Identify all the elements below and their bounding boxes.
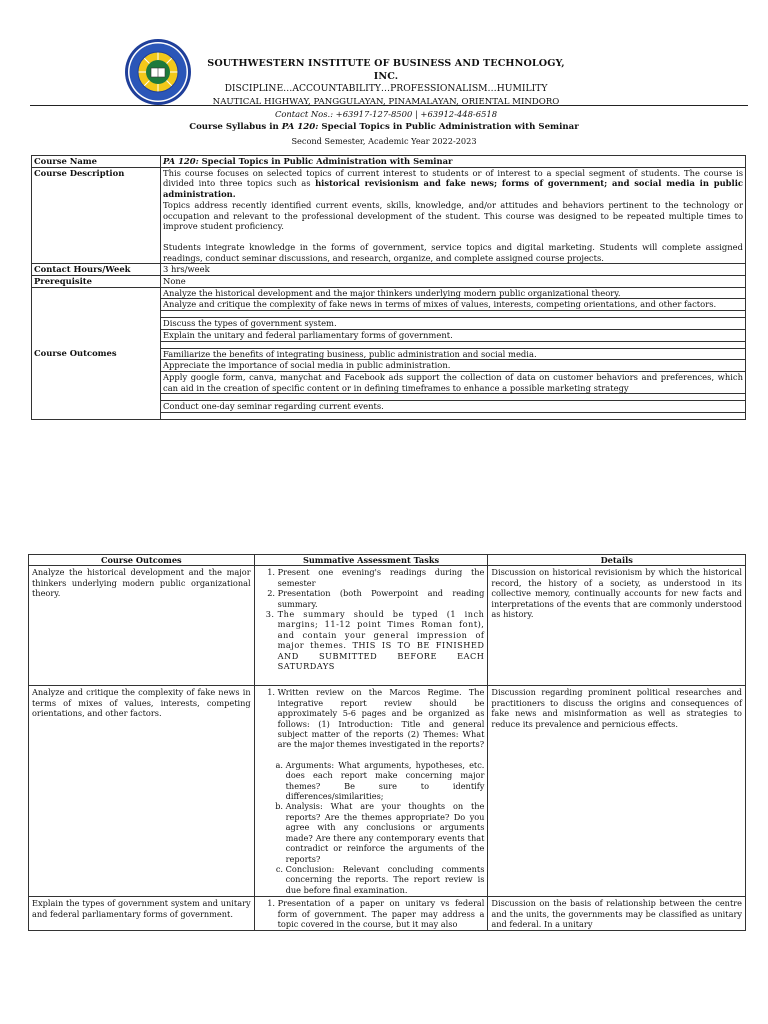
row-outcome: Explain the types of government system and unitary and federal parliamentary forms of government. (29, 897, 255, 931)
outcome-empty (161, 341, 746, 348)
course-outcomes-label: Course Outcomes (32, 287, 161, 419)
course-description-label: Course Description (32, 167, 161, 264)
title-course-code: PA 120: (281, 122, 319, 132)
title-prefix: Course Syllabus in (189, 122, 282, 132)
assessment-row (29, 686, 746, 897)
subtask-item: c. Conclusion: Relevant concluding comments concerning the reports. The report review is due before final examination. (286, 864, 485, 895)
institution-name: SOUTHWESTERN INSTITUTE OF BUSINESS AND TECHNOLOGY, INC. (207, 58, 565, 82)
header-divider (30, 105, 748, 106)
outcome-empty (161, 311, 746, 318)
assessment-header-row (29, 555, 746, 566)
institution-header (196, 58, 576, 121)
course-name-label: Course Name (32, 156, 161, 168)
prerequisite-value: None (161, 276, 746, 288)
description-paragraph-2: Topics address recently identified current events, skills, knowledge, and/or attitudes and behaviors pertinent to the technology or occupation and relevant to the professional development of the student. This course was designed to be repeated multiple times to improve student proficiency. (163, 199, 743, 232)
course-description-row (32, 167, 746, 264)
header-course-outcomes: Course Outcomes (29, 555, 255, 566)
outcome-empty (161, 394, 746, 401)
description-p1-bold: historical revisionism and fake news; forms of government; and social media in public administration. (163, 178, 744, 200)
task-item: 2. Presentation (both Powerpoint and reading summary. (278, 588, 485, 609)
outcome-empty (161, 413, 746, 420)
course-name-code: PA 120: (163, 156, 199, 166)
assessment-row (29, 566, 746, 686)
header-summative-tasks: Summative Assessment Tasks (254, 555, 488, 566)
outcome-item: Analyze the historical development and the major thinkers underlying modern public organizational theory. (161, 287, 746, 299)
contact-hours-label: Contact Hours/Week (32, 264, 161, 276)
course-name-text: Special Topics in Public Administration with Seminar (198, 156, 453, 166)
outcome-item: Apply google form, canva, manychat and Facebook ads support the collection of data on customer behaviors and preferences, which can aid in the creation of specific content or in defining timeframes to enhance a possible marketing strategy (161, 371, 746, 393)
institution-contact: Contact Nos.: +63917-127-8500 | +63912-448-6518 (274, 109, 498, 119)
outcome-item: Discuss the types of government system. (161, 318, 746, 330)
row-tasks (254, 686, 488, 897)
prerequisite-label: Prerequisite (32, 276, 161, 288)
course-name-value (161, 156, 746, 168)
semester-line: Second Semester, Academic Year 2022-2023 (291, 136, 477, 146)
task-list (258, 687, 485, 749)
subtask-item: b. Analysis: What are your thoughts on the reports? Are the themes appropriate? Do you agree with any conclusions or arguments made? Are there any contemporary events that contradict or reinforce the arguments of the reports? (286, 801, 485, 863)
outcome-item: Analyze and critique the complexity of fake news in terms of mixes of values, interests, competing orientations, and other factors. (161, 299, 746, 311)
contact-hours-value: 3 hrs/week (161, 264, 746, 276)
task-item: 1. Presentation of a paper on unitary vs federal form of government. The paper may address a topic covered in the course, but it may also (278, 898, 485, 929)
outcome-item: Familiarize the benefits of integrating business, public administration and social media. (161, 348, 746, 360)
institution-motto: DISCIPLINE…ACCOUNTABILITY…PROFESSIONALISM…HUMILITY (224, 83, 548, 94)
task-list (258, 898, 485, 929)
course-description-value (161, 167, 746, 264)
row-details: Discussion on historical revisionism by which the historical record, the history of a society, as understood in its collective memory, continually accounts for new facts and interpretations of the events that are commonly understood as history. (488, 566, 746, 686)
outcome-item: Explain the unitary and federal parliamentary forms of government. (161, 329, 746, 341)
row-outcome: Analyze the historical development and the major thinkers underlying modern public organizational theory. (29, 566, 255, 686)
assessment-table (28, 554, 746, 931)
course-info-table (31, 155, 746, 420)
contact-hours-row (32, 264, 746, 276)
description-paragraph-1 (163, 168, 743, 200)
header-details: Details (488, 555, 746, 566)
outcome-row (32, 287, 746, 299)
syllabus-title (0, 122, 768, 132)
institution-address: NAUTICAL HIGHWAY, PANGGULAYAN, PINAMALAYAN, ORIENTAL MINDORO (212, 96, 560, 107)
row-tasks (254, 897, 488, 931)
row-details: Discussion regarding prominent political researches and practitioners to discuss the origins and consequences of fake news and misinformation as well as strategies to reduce its prevalence and pernicious effects. (488, 686, 746, 897)
description-p1-text: This course focuses on selected topics of current interest to students or of interest to a special segment of students. The course is divided into three topics such as (163, 167, 743, 189)
school-seal-logo (124, 38, 192, 106)
outcome-item: Appreciate the importance of social media in public administration. (161, 360, 746, 372)
task-item: 1. Present one evening's readings during the semester (278, 567, 485, 588)
row-tasks (254, 566, 488, 686)
title-course-name: Special Topics in Public Administration with Seminar (318, 122, 579, 132)
outcome-item: Conduct one-day seminar regarding current events. (161, 401, 746, 413)
row-details: Discussion on the basis of relationship between the centre and the units, the governments may be classified as unitary and federal. In a unitary (488, 897, 746, 931)
subtask-list (258, 760, 485, 895)
assessment-row (29, 897, 746, 931)
course-name-row (32, 156, 746, 168)
task-item: 3. The summary should be typed (1 inch margins; 11-12 point Times Roman font), and contain your general impression of major themes. THIS IS TO BE FINISHED AND SUBMITTED BEFORE EACH SATURDAYS (278, 609, 485, 671)
task-list (258, 567, 485, 671)
task-item: 1. Written review on the Marcos Regime. The integrative report review should be approximately 5-6 pages and be organized as follows: (1) Introduction: Title and general subject matter of the reports (2) Themes: What are the major themes investigated in the reports? (278, 687, 485, 749)
description-paragraph-3: Students integrate knowledge in the forms of government, service topics and digital marketing. Students will complete assigned readings, conduct seminar discussions, and research, organize, and complete assigned course projects. (163, 241, 743, 263)
subtask-item: a. Arguments: What arguments, hypotheses, etc. does each report make concerning major themes? Be sure to identify differences/similarities; (286, 760, 485, 802)
row-outcome: Analyze and critique the complexity of fake news in terms of mixes of values, interests, competing orientations, and other factors. (29, 686, 255, 897)
prerequisite-row (32, 276, 746, 288)
